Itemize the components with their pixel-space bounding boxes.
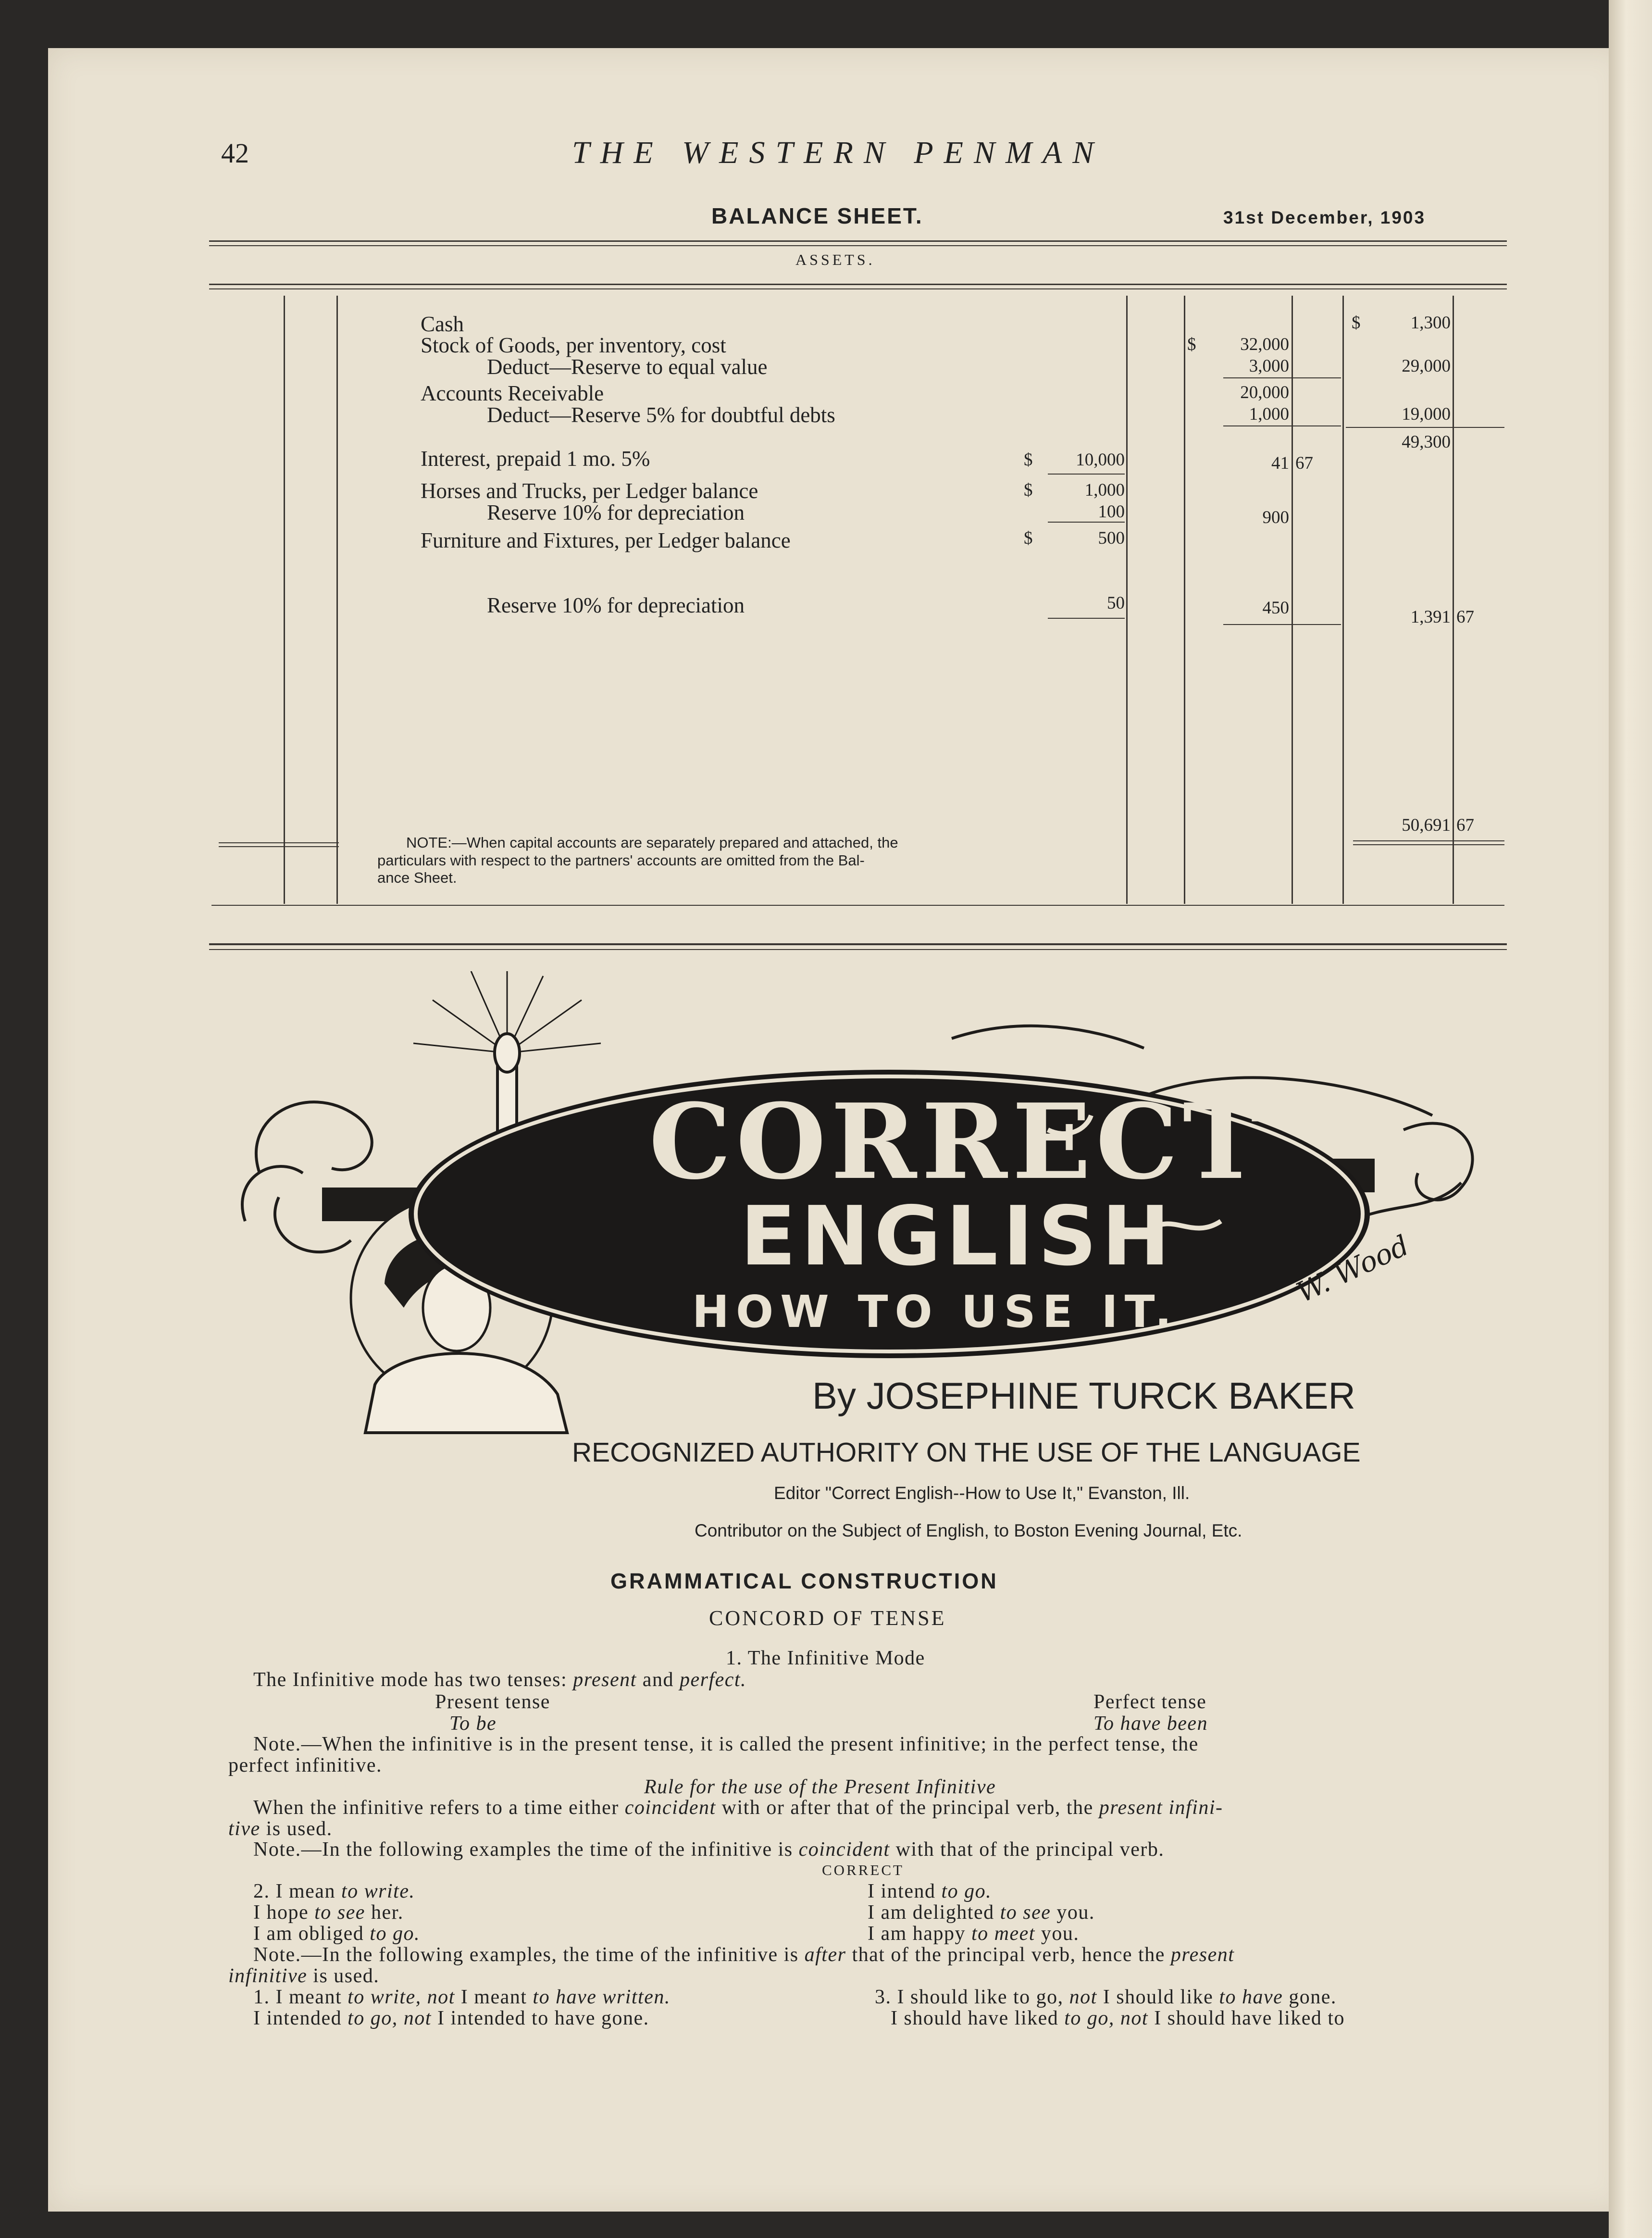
rule-text: is used. [260,1818,333,1840]
balance-note-line3: ance Sheet. [377,869,457,886]
rule [209,943,1507,945]
example-text: to have [1219,1986,1283,2008]
example-text: gone. [1283,1986,1337,2008]
rule-text: tive [228,1818,261,1840]
sub-total: 49,300 [1402,432,1451,452]
article-subheading: CONCORD OF TENSE [709,1606,946,1630]
banner-title-line1: CORRECT [649,1081,1265,1202]
note-text: Note.—In the following examples, the time of the infinitive is [253,1944,805,1966]
balance-sheet-title: BALANCE SHEET. [711,203,923,228]
dollar-sign: $ [1024,450,1033,470]
torch-flame [495,1034,520,1072]
horses-net: 900 [1262,508,1289,527]
note-3-line2 [228,1964,379,1988]
example-text: to go. [941,1880,992,1902]
note-text: Note.—In the following examples the time of the infinitive is [253,1838,799,1861]
example-text: to go, not [1064,2007,1149,2029]
example-text: I should have liked [891,2007,1065,2029]
row-furniture: Furniture and Fixtures, per Ledger balance [421,528,791,552]
example-text: I am happy [868,1923,971,1945]
banner-title-line3: HOW TO USE IT. [692,1286,1179,1338]
intro-text: The Infinitive mode has two tenses: [253,1669,573,1691]
row-ar-deduct: Deduct—Reserve 5% for doubtful debts [487,403,835,427]
author-credential: RECOGNIZED AUTHORITY ON THE USE OF THE LANGUAGE [572,1437,1361,1468]
example-text: I hope [253,1901,315,1924]
example-text: I am delighted [868,1901,1000,1924]
example-right-3 [868,1922,1079,1945]
note-1-line2: perfect infinitive. [228,1754,383,1776]
rule [219,846,339,847]
rule [1223,425,1341,426]
example-left-3 [253,1922,420,1945]
column-rule [1292,296,1293,904]
example2-left-1 [253,1986,671,2009]
note-text: present [1170,1944,1235,1966]
column-rule [1453,296,1454,904]
example2-left-2 [253,2007,649,2030]
example-text: I should like [1097,1986,1219,2008]
row-ar: Accounts Receivable [421,381,604,405]
column-rule [1342,296,1344,904]
row-furniture-reserve: Reserve 10% for depreciation [487,593,745,617]
example-text: to have written. [533,1986,671,2008]
horses-reserve-amount: 100 [1098,502,1125,522]
ar-reserve: 1,000 [1249,404,1289,424]
note-2 [253,1838,1164,1861]
rule [209,288,1507,289]
example-text: 1. I meant [253,1986,348,2008]
column-rule [284,296,285,904]
row-stock: Stock of Goods, per inventory, cost [421,333,726,357]
rule [209,240,1507,242]
stock-net: 29,000 [1402,356,1451,376]
note-text: coincident [798,1838,890,1861]
stock-reserve: 3,000 [1249,356,1289,376]
example-text: I intended to have gone. [431,2007,649,2029]
fixed-cents: 67 [1456,607,1474,627]
figure-robe [365,1353,567,1433]
example-text: to write. [341,1880,415,1902]
interest-cents: 67 [1295,453,1313,473]
to-have-been-example: To have been [1093,1713,1208,1735]
rule [1353,840,1504,841]
page-number: 42 [221,138,249,169]
example-left-1 [253,1880,415,1903]
interest-amount: 10,000 [1076,450,1125,470]
running-head: THE WESTERN PENMAN [572,135,1105,170]
rule [1223,377,1341,378]
rule [1346,427,1504,428]
rule [1048,618,1125,619]
column-rule [1126,296,1128,904]
cash-total: 1,300 [1410,313,1451,333]
author-byline: By JOSEPHINE TURCK BAKER [812,1375,1355,1417]
rule [211,905,1504,906]
rule [1223,624,1341,625]
correct-label: CORRECT [822,1862,904,1878]
note-text: infinitive [228,1965,308,1987]
furniture-net: 450 [1262,598,1289,618]
example2-right-2 [891,2007,1345,2030]
section-title: 1. The Infinitive Mode [726,1647,925,1669]
intro-text: present [573,1669,637,1691]
example-text: to see [1000,1901,1051,1924]
editor-line: Editor "Correct English--How to Use It," Evanston, Ill. [774,1483,1190,1503]
example-text: 2. I mean [253,1880,341,1902]
row-cash: Cash [421,312,464,336]
example-text: I intended [253,2007,348,2029]
banner-title-line2: ENGLISH [740,1189,1175,1284]
perfect-tense-label: Perfect tense [1093,1691,1207,1713]
column-rule [336,296,338,904]
page-gutter [1609,0,1652,2238]
rule-line2 [228,1817,333,1840]
example-right-1 [868,1880,992,1903]
illustrator-signature: W. Wood [1292,1228,1414,1309]
furniture-reserve-amount: 50 [1107,593,1125,613]
example-text: I intend [868,1880,942,1902]
note-text: after [804,1944,846,1966]
note-text: that of the principal verb, hence the [846,1944,1171,1966]
balance-note-line2: particulars with respect to the partners' accounts are omitted from the Bal- [377,852,865,869]
note-text: with that of the principal verb. [890,1838,1165,1861]
horses-amount: 1,000 [1084,480,1125,500]
dollar-sign: $ [1187,335,1196,354]
intro-paragraph [253,1668,746,1691]
example-text: I should have liked to [1148,2007,1345,2029]
rule [209,245,1507,246]
ar-net: 19,000 [1402,404,1451,424]
intro-text: perfect. [679,1669,747,1691]
example-text: 3. I should like to go, [875,1986,1069,2008]
furniture-amount: 500 [1098,528,1125,548]
dollar-sign: $ [1024,480,1033,500]
rule-text: present infini- [1099,1797,1223,1819]
fixed-dollars: 1,391 [1410,607,1451,627]
example-text: you. [1051,1901,1095,1924]
to-be-example: To be [449,1713,497,1735]
ar-amount: 20,000 [1240,383,1289,402]
intro-text: and [636,1669,680,1691]
article-heading: GRAMMATICAL CONSTRUCTION [610,1569,998,1593]
example-text: to go. [370,1923,420,1945]
contributor-line: Contributor on the Subject of English, to Boston Evening Journal, Etc. [695,1521,1242,1540]
example-text: to write, not [348,1986,455,2008]
dollar-sign: $ [1352,313,1361,333]
column-rule [1184,296,1185,904]
interest-dollars: 41 [1271,453,1289,473]
rule-line1 [253,1796,1223,1819]
example2-right-1 [875,1986,1337,2009]
example-text: you. [1035,1923,1080,1945]
note-1-line1: Note.—When the infinitive is in the present tense, it is called the present infinitive; in the perfect tense, the [253,1733,1199,1755]
grand-cents: 67 [1456,815,1474,835]
rule [209,949,1507,950]
example-right-2 [868,1901,1095,1924]
rule-text: coincident [624,1797,716,1819]
stock-cost: 32,000 [1240,335,1289,354]
example-text: her. [365,1901,404,1924]
grand-dollars: 50,691 [1402,815,1451,835]
rule-text: When the infinitive refers to a time either [253,1797,625,1819]
note-text: is used. [307,1965,380,1987]
example-text: I meant [455,1986,533,2008]
example-text: to meet [971,1923,1035,1945]
row-stock-deduct: Deduct—Reserve to equal value [487,355,768,379]
assets-heading: ASSETS. [795,251,875,268]
example-text: to see [314,1901,365,1924]
rule [209,284,1507,285]
present-tense-label: Present tense [435,1691,550,1713]
rule-text: with or after that of the principal verb, the [716,1797,1099,1819]
example-left-2 [253,1901,404,1924]
note-3-line1 [253,1943,1234,1966]
example-text: I am obliged [253,1923,370,1945]
example-text: to go, not [348,2007,432,2029]
balance-note-line1: NOTE:—When capital accounts are separately prepared and attached, the [406,834,898,851]
rule [1353,844,1504,845]
example-text: not [1069,1986,1097,2008]
balance-sheet-date: 31st December, 1903 [1223,208,1426,227]
row-interest: Interest, prepaid 1 mo. 5% [421,447,650,471]
row-horses: Horses and Trucks, per Ledger balance [421,479,758,503]
row-horses-reserve: Reserve 10% for depreciation [487,500,745,525]
rule [1048,474,1125,475]
dollar-sign: $ [1024,528,1033,548]
rule [1048,522,1125,523]
rule-heading: Rule for the use of the Present Infinitive [644,1776,996,1798]
rule [219,842,339,843]
